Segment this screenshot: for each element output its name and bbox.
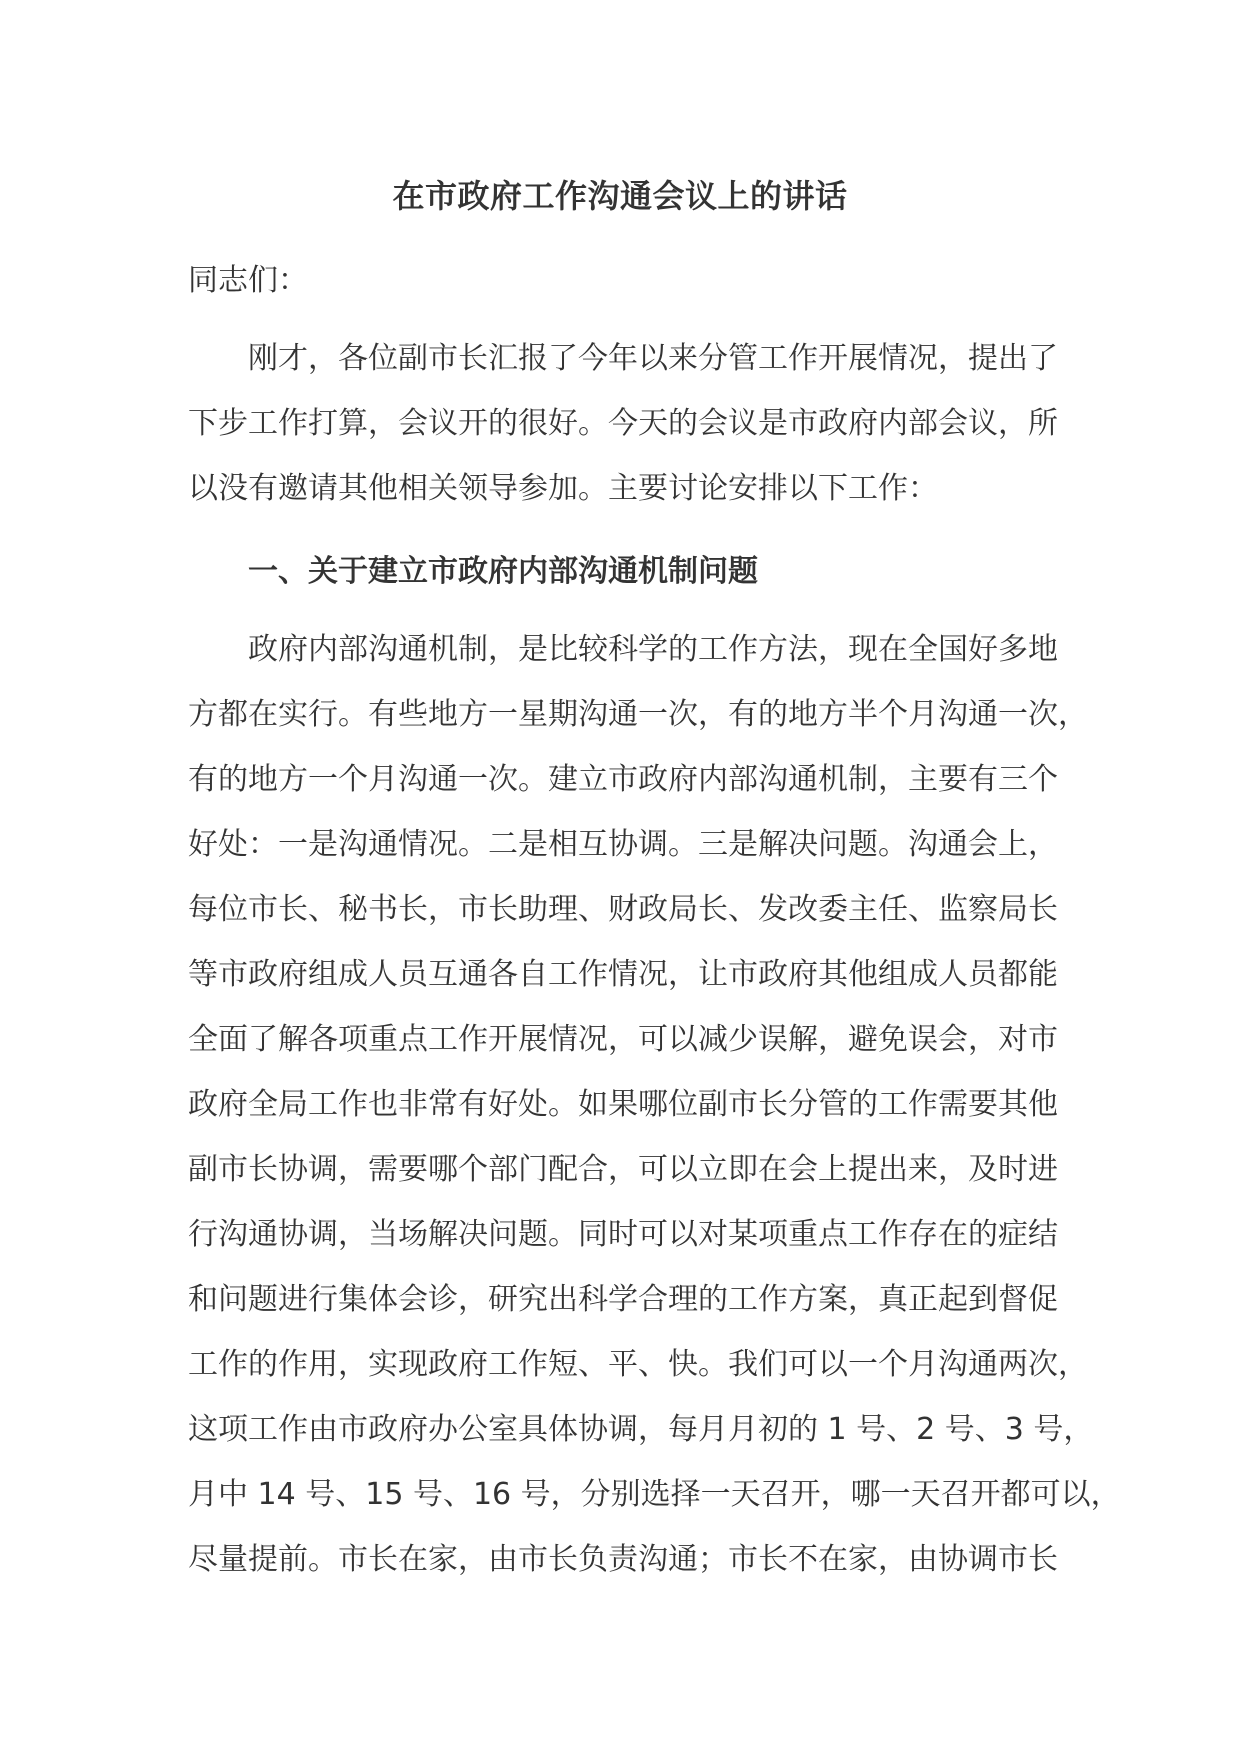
paragraph-line: 副市长协调，需要哪个部门配合，可以立即在会上提出来，及时进 <box>188 1152 1058 1187</box>
paragraph-line: 方都在实行。有些地方一星期沟通一次，有的地方半个月沟通一次， <box>188 697 1088 732</box>
paragraph-line: 等市政府组成人员互通各自工作情况，让市政府其他组成人员都能 <box>188 957 1058 992</box>
paragraph-line: 政府全局工作也非常有好处。如果哪位副市长分管的工作需要其他 <box>188 1087 1058 1122</box>
paragraph-2 <box>188 617 1121 1592</box>
document-title: 在市政府工作沟通会议上的讲话 <box>392 177 848 215</box>
paragraph-line: 好处：一是沟通情况。二是相互协调。三是解决问题。沟通会上， <box>188 827 1058 862</box>
paragraph-line: 尽量提前。市长在家，由市长负责沟通；市长不在家，由协调市长 <box>188 1542 1058 1577</box>
paragraph-line: 月中 14 号、15 号、16 号，分别选择一天召开，哪一天召开都可以， <box>188 1477 1121 1512</box>
paragraph-line: 这项工作由市政府办公室具体协调，每月月初的 1 号、2 号、3 号， <box>188 1412 1094 1447</box>
salutation: 同志们： <box>188 263 308 298</box>
paragraph-line: 刚才，各位副市长汇报了今年以来分管工作开展情况，提出了 <box>248 341 1058 376</box>
paragraph-line: 行沟通协调，当场解决问题。同时可以对某项重点工作存在的症结 <box>188 1217 1058 1252</box>
paragraph-1 <box>188 326 1068 521</box>
paragraph-line: 工作的作用，实现政府工作短、平、快。我们可以一个月沟通两次， <box>188 1347 1088 1382</box>
paragraph-line: 全面了解各项重点工作开展情况，可以减少误解，避免误会，对市 <box>188 1022 1058 1057</box>
paragraph-line: 每位市长、秘书长，市长助理、财政局长、发改委主任、监察局长 <box>188 892 1058 927</box>
paragraph-line: 以没有邀请其他相关领导参加。主要讨论安排以下工作： <box>188 471 938 506</box>
section-heading-1: 一、关于建立市政府内部沟通机制问题 <box>248 554 758 589</box>
paragraph-line: 政府内部沟通机制，是比较科学的工作方法，现在全国好多地 <box>248 632 1058 667</box>
paragraph-line: 下步工作打算，会议开的很好。今天的会议是市政府内部会议，所 <box>188 406 1058 441</box>
paragraph-line: 和问题进行集体会诊，研究出科学合理的工作方案，真正起到督促 <box>188 1282 1058 1317</box>
paragraph-line: 有的地方一个月沟通一次。建立市政府内部沟通机制，主要有三个 <box>188 762 1058 797</box>
